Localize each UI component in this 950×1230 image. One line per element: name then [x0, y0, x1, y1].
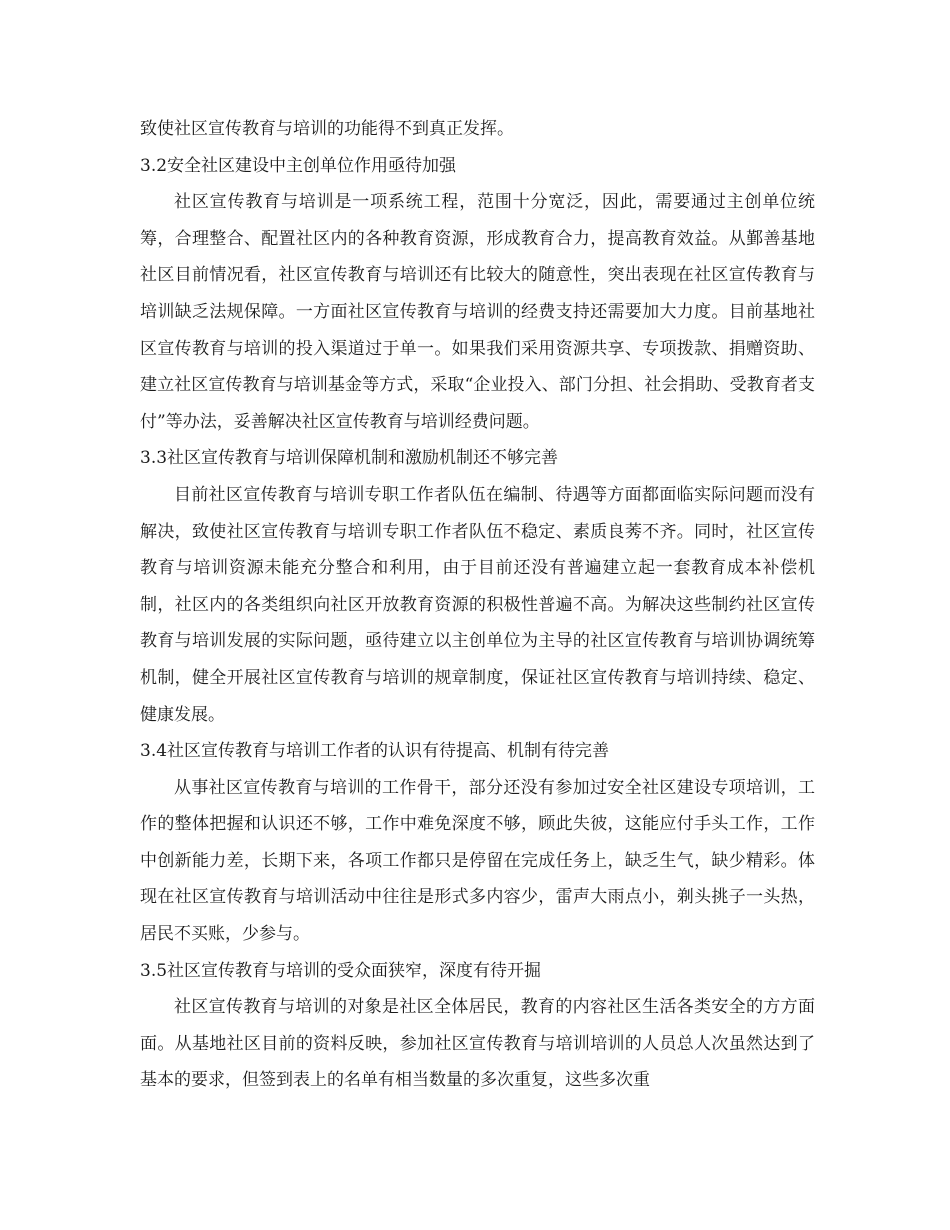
paragraph: 从事社区宣传教育与培训的工作骨干，部分还没有参加过安全社区建设专项培训，工作的整体把握和认识还不够，工作中难免深度不够，顾此失彼，这能应付手头工作，工作中创新能力差，长期下来，各项工作都只是停留在完成任务上，缺乏生气，缺少精彩。体现在社区宣传教育与培训活动中往往是形式多内容少，雷声大雨点小，剃头挑子一头热，居民不买账，少参与。 — [140, 777, 815, 945]
paragraph: 目前社区宣传教育与培训专职工作者队伍在编制、待遇等方面都面临实际问题而没有解决，致使社区宣传教育与培训专职工作者队伍不稳定、素质良莠不齐。同时，社区宣传教育与培训资源未能充分整合和利用，由于目前还没有普遍建立起一套教育成本补偿机制，社区内的各类组织向社区开放教育资源的积极性普遍不高。为解决这些制约社区宣传教育与培训发展的实际问题，亟待建立以主创单位为主导的社区宣传教育与培训协调统筹机制，健全开展社区宣传教育与培训的规章制度，保证社区宣传教育与培训持续、稳定、健康发展。 — [140, 484, 815, 725]
document-page — [140, 111, 815, 1099]
section-heading-3-5: 3.5社区宣传教育与培训的受众面狭窄，深度有待开掘 — [140, 960, 542, 981]
paragraph: 社区宣传教育与培训的对象是社区全体居民，教育的内容社区生活各类安全的方方面面。从基地社区目前的资料反映，参加社区宣传教育与培训培训的人员总人次虽然达到了基本的要求，但签到表上的名单有相当数量的多次重复，这些多次重 — [140, 997, 815, 1091]
section-heading-3-2: 3.2安全社区建设中主创单位作用亟待加强 — [140, 155, 457, 176]
section-heading-3-3: 3.3社区宣传教育与培训保障机制和激励机制还不够完善 — [140, 448, 559, 469]
paragraph: 社区宣传教育与培训是一项系统工程，范围十分宽泛，因此，需要通过主创单位统筹，合理整合、配置社区内的各种教育资源，形成教育合力，提高教育效益。从鄞善基地社区目前情况看，社区宣传教育与培训还有比较大的随意性，突出表现在社区宣传教育与培训缺乏法规保障。一方面社区宣传教育与培训的经费支持还需要加大力度。目前基地社区宣传教育与培训的投入渠道过于单一。如果我们采用资源共享、专项拨款、捐赠资助、建立社区宣传教育与培训基金等方式，采取“企业投入、部门分担、社会捐助、受教育者支付”等办法，妥善解决社区宣传教育与培训经费问题。 — [140, 192, 815, 432]
section-heading-3-4: 3.4社区宣传教育与培训工作者的认识有待提高、机制有待完善 — [140, 741, 610, 762]
paragraph-continuation: 致使社区宣传教育与培训的功能得不到真正发挥。 — [140, 119, 514, 139]
